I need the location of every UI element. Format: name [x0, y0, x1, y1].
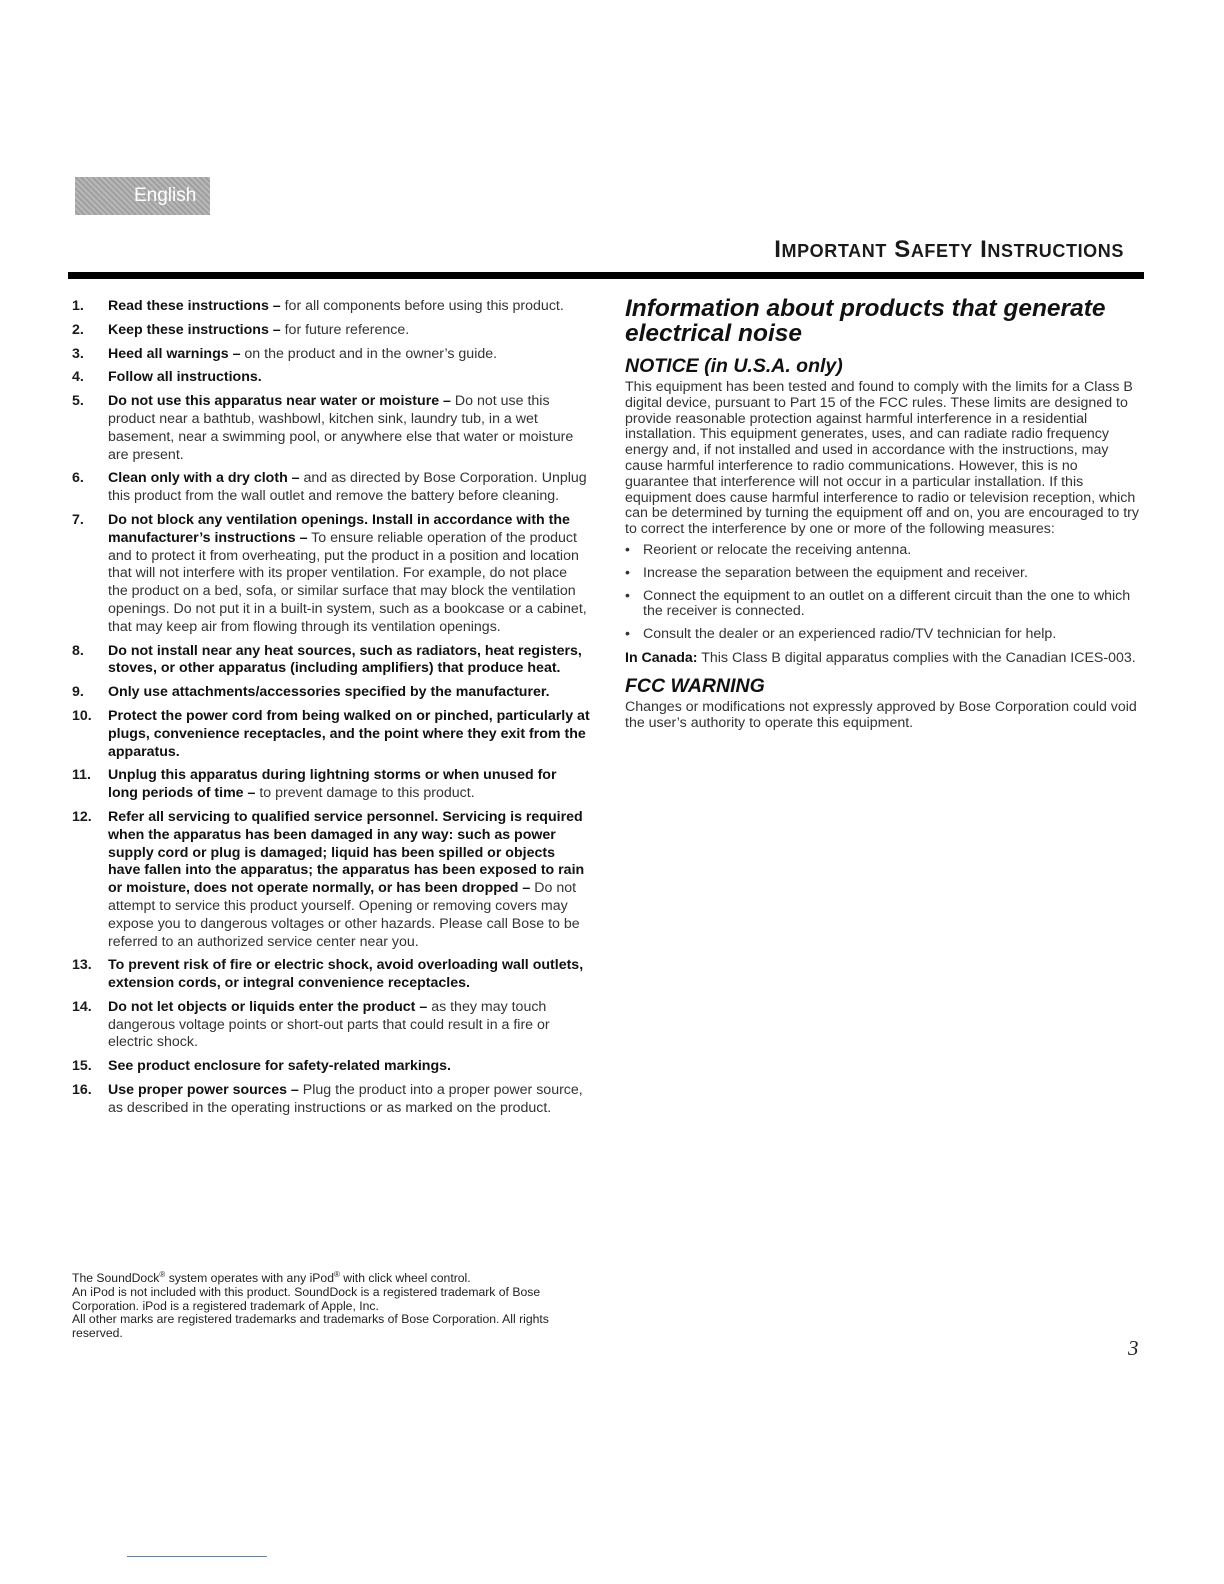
fcc-warning-body: Changes or modifications not expressly approved by Bose Corporation could void the user’s authority to operate this equipment.: [625, 698, 1137, 731]
footnote-text: system operates with any iPod: [165, 1271, 334, 1286]
item-bold-text: Unplug this apparatus during lightning storms or when unused for long periods of time –: [108, 767, 557, 802]
list-item: [72, 957, 590, 993]
fcc-warning-heading: FCC WARNING: [625, 674, 765, 697]
item-number: 1.: [72, 298, 84, 314]
item-number: 15.: [72, 1058, 92, 1075]
item-text: for all components before using this product.: [280, 298, 564, 314]
item-bold-text: Refer all servicing to qualified service personnel. Servicing is required when the apparatus has been damaged in any way: such as power supply cord or plug is damaged; liquid has been spilled or objects have fallen into the apparatus; the apparatus has been exposed to rain or moisture, does not operate normally, or has been dropped –: [108, 808, 585, 897]
item-number: 4.: [72, 369, 84, 386]
item-number: 8.: [72, 642, 84, 659]
item-number: 14.: [72, 998, 92, 1015]
item-bold-text: Do not install near any heat sources, such as radiators, heat registers, stoves, or other apparatus (including amplifiers) that produce heat.: [108, 642, 582, 677]
item-text: Do not use this product near a bathtub, washbowl, kitchen sink, laundry tub, in a wet basement, near a swimming pool, or anywhere else that water or moisture are present.: [108, 393, 574, 463]
list-item: [625, 627, 1140, 643]
list-item: [72, 1082, 590, 1118]
footnote-text: with click wheel control.: [339, 1271, 471, 1286]
list-item: [72, 298, 590, 316]
item-text: on the product and in the owner’s guide.: [240, 345, 498, 362]
title-cap-1: I: [774, 236, 782, 263]
registered-mark: ®: [334, 1270, 340, 1279]
item-number: 10.: [72, 707, 92, 724]
list-item: [625, 589, 1140, 621]
item-bold-text: Follow all instructions.: [108, 369, 262, 386]
item-text: as they may touch dangerous voltage points or short-out parts that could result in a fire or electric shock.: [108, 998, 550, 1051]
canada-notice: [625, 650, 1140, 666]
bullet-icon: •: [625, 541, 630, 558]
list-item: [72, 369, 590, 387]
page-title: [774, 236, 1124, 264]
footnote-line-2: An iPod is not included with this product. SoundDock is a registered trademark of Bose Corporation. iPod is a registered trademark of Apple, Inc.: [72, 1284, 541, 1313]
fcc-section: [625, 296, 1140, 732]
list-item: [72, 643, 590, 679]
list-item: [72, 708, 590, 761]
item-bold-text: Heed all warnings –: [108, 345, 241, 362]
list-item: [72, 393, 590, 464]
list-item: [72, 322, 590, 340]
item-text: to prevent damage to this product.: [255, 785, 475, 802]
list-item: [625, 543, 1140, 559]
item-bold-text: Do not block any ventilation openings. Install in accordance with the manufacturer’s instructions –: [108, 511, 570, 546]
item-number: 7.: [72, 511, 84, 528]
registered-mark: ®: [159, 1270, 166, 1279]
title-rest-1: MPORTANT: [781, 241, 887, 261]
title-rest-2: AFETY: [910, 241, 973, 261]
item-bold-text: See product enclosure for safety-related markings.: [108, 1058, 451, 1075]
notice-body: This equipment has been tested and found to comply with the limits for a Class B digital device, pursuant to Part 15 of the FCC rules. These limits are designed to provide reasonable protection against harmful interference in a residential installation. This equipment generates, uses, and can radiate radio frequency energy and, if not installed and used in accordance with the instructions, may cause harmful interference to radio communications. However, this is no guarantee that interference will not occur in a particular installation. If this equipment does cause harmful interference to radio or television reception, which can be determined by turning the equipment off and on, you are encouraged to try to correct the interference by one or more of the following measures:: [625, 379, 1139, 538]
item-number: 16.: [72, 1082, 92, 1099]
footnote-line-3: All other marks are registered trademarks and trademarks of Bose Corporation. All rights reserved.: [72, 1312, 549, 1341]
list-item: [72, 512, 590, 637]
footnote-line-1: [72, 1268, 582, 1286]
section-heading: Information about products that generate electrical noise: [625, 295, 1106, 347]
item-bold-text: Read these instructions –: [108, 298, 281, 314]
title-rest-3: NSTRUCTIONS: [987, 241, 1124, 261]
bullet-icon: •: [625, 564, 630, 581]
item-text: To ensure reliable operation of the product and to protect it from overheating, put the product in a position and location that will not interfere with its proper ventilation. For example, do not place the product on a bed, sofa, or similar surface that may block the ventilation openings. Do not put it in a built-in system, such as a bookcase or a cabinet, that may keep air from flowing through its ventilation openings.: [108, 529, 587, 635]
notice-heading: NOTICE (in U.S.A. only): [625, 355, 843, 377]
item-bold-text: To prevent risk of fire or electric shock, avoid overloading wall outlets, extension cords, or integral convenience receptacles.: [108, 957, 584, 992]
list-item: [72, 767, 590, 803]
footnote: [72, 1268, 582, 1341]
bullet-text: Consult the dealer or an experienced radio/TV technician for help.: [643, 626, 1057, 643]
bullet-text: Reorient or relocate the receiving antenna.: [643, 541, 912, 558]
language-tab: English: [75, 177, 210, 215]
item-number: 13.: [72, 957, 92, 974]
bullet-icon: •: [625, 587, 630, 604]
bullet-text: Connect the equipment to an outlet on a different circuit than the one to which the receiver is connected.: [643, 587, 1131, 620]
item-bold-text: Only use attachments/accessories specified by the manufacturer.: [108, 684, 550, 701]
item-number: 12.: [72, 808, 92, 825]
page-number: 3: [1128, 1336, 1139, 1360]
bullet-text: Increase the separation between the equipment and receiver.: [643, 564, 1028, 581]
canada-label: In Canada:: [625, 649, 698, 666]
item-text: Plug the product into a proper power source, as described in the operating instructions or as marked on the product.: [108, 1082, 583, 1116]
title-cap-2: S: [894, 236, 911, 263]
item-bold-text: Clean only with a dry cloth –: [108, 470, 300, 487]
item-bold-text: Protect the power cord from being walked on or pinched, particularly at plugs, convenience receptacles, and the point where they exit from the apparatus.: [108, 707, 590, 760]
item-text: and as directed by Bose Corporation. Unplug this product from the wall outlet and remove the battery before cleaning.: [108, 470, 587, 505]
item-text: for future reference.: [280, 321, 410, 338]
footnote-text: The SoundDock: [72, 1271, 160, 1286]
divider: [127, 1556, 267, 1557]
list-item: [72, 809, 590, 951]
item-number: 3.: [72, 345, 84, 362]
canada-text: This Class B digital apparatus complies with the Canadian ICES-003.: [697, 649, 1136, 666]
item-bold-text: Use proper power sources –: [108, 1082, 299, 1099]
list-item: [625, 566, 1140, 582]
list-item: [72, 684, 590, 702]
instructions-list: [72, 298, 590, 1124]
list-item: [72, 346, 590, 364]
item-number: 11.: [72, 767, 91, 784]
item-number: 2.: [72, 321, 84, 338]
item-number: 5.: [72, 393, 84, 410]
list-item: [72, 470, 590, 506]
item-bold-text: Do not let objects or liquids enter the product –: [108, 998, 428, 1015]
item-number: 6.: [72, 470, 84, 487]
item-text: Do not attempt to service this product yourself. Opening or removing covers may expose you to dangerous voltages or other hazards. Please call Bose to be referred to an authorized service center near you.: [108, 880, 580, 950]
item-bold-text: Do not use this apparatus near water or moisture –: [108, 393, 451, 410]
header-rule: [68, 272, 1144, 279]
item-bold-text: Keep these instructions –: [108, 321, 281, 338]
list-item: [72, 1058, 590, 1076]
title-cap-3: I: [980, 236, 988, 263]
measures-list: [625, 543, 1140, 643]
item-number: 9.: [72, 684, 84, 701]
list-item: [72, 999, 590, 1052]
bullet-icon: •: [625, 626, 630, 643]
